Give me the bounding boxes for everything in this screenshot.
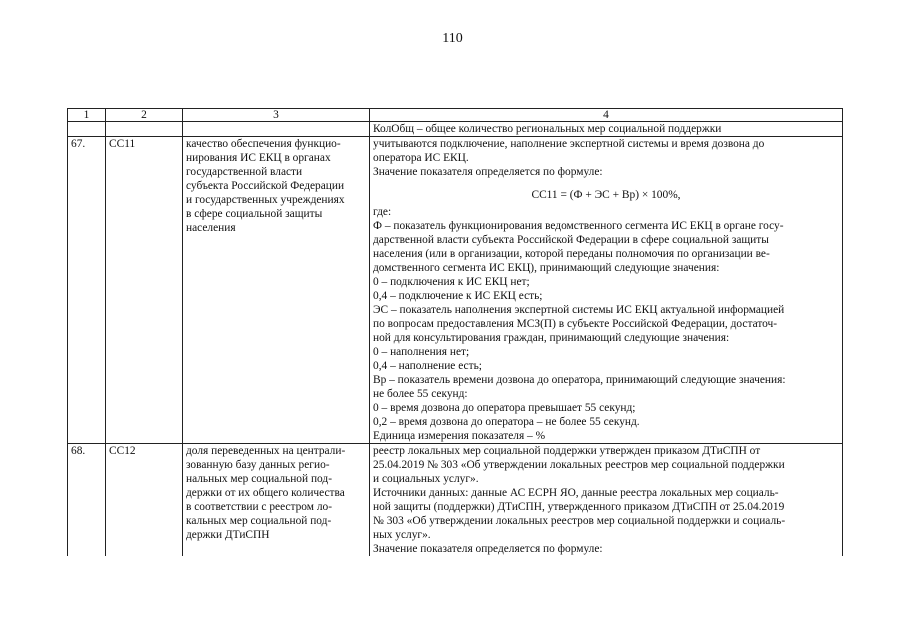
header-cell-1: 1	[68, 109, 106, 122]
description-line: государственной власти	[186, 166, 303, 178]
page-number: 110	[442, 31, 463, 46]
continuation-row	[68, 122, 843, 137]
method-line: населения (или в организации, которой переданы полномочия по организации ве-	[373, 248, 770, 260]
row-number: 67.	[68, 137, 106, 444]
indicator-description	[183, 444, 370, 557]
method-line: оператора ИС ЕКЦ.	[373, 152, 469, 164]
description-line: доля переведенных на централи-	[186, 445, 346, 457]
calculation-method	[370, 137, 843, 444]
formula: СС11 = (Ф + ЭС + Вр) × 100%,	[531, 189, 681, 201]
method-line: учитываются подключение, наполнение экспертной системы и время дозвона до	[373, 138, 765, 150]
description-line: нальных мер социальной под-	[186, 473, 332, 485]
description-line: зованную базу данных регио-	[186, 459, 330, 471]
description-line: в сфере социальной защиты	[186, 208, 323, 220]
method-line: 0,4 – наполнение есть;	[373, 360, 482, 372]
method-line: 0 – подключения к ИС ЕКЦ нет;	[373, 276, 530, 288]
description-line: и государственных учреждениях	[186, 194, 345, 206]
table-header-row	[68, 109, 843, 122]
method-line: Вр – показатель времени дозвона до оператора, принимающий следующие значения:	[373, 374, 786, 386]
indicator-code: СС11	[106, 137, 183, 444]
method-line: 0,2 – время дозвона до оператора – не более 55 секунд.	[373, 416, 640, 428]
method-line: ЭС – показатель наполнения экспертной системы ИС ЕКЦ актуальной информацией	[373, 304, 785, 316]
method-line: домственного сегмента ИС ЕКЦ), принимающий следующие значения:	[373, 262, 720, 274]
table-row	[68, 444, 843, 557]
indicator-table	[67, 108, 843, 556]
indicator-code: СС12	[106, 444, 183, 557]
header-cell-2: 2	[106, 109, 183, 122]
description-line: качество обеспечения функцио-	[186, 138, 341, 150]
method-line: не более 55 секунд:	[373, 388, 468, 400]
description-line: держки ДТиСПН	[186, 529, 270, 541]
method-line: Ф – показатель функционирования ведомственного сегмента ИС ЕКЦ в органе госу-	[373, 220, 784, 232]
description-line: в соответствии с реестром ло-	[186, 501, 333, 513]
method-line: 0,4 – подключение к ИС ЕКЦ есть;	[373, 290, 543, 302]
calculation-method	[370, 444, 843, 557]
method-line: по вопросам предоставления МСЗ(П) в субъекте Российской Федерации, достаточ-	[373, 318, 778, 330]
description-line: субъекта Российской Федерации	[186, 180, 345, 192]
method-line: 25.04.2019 № 303 «Об утверждении локальных реестров мер социальной поддержки	[373, 459, 785, 471]
method-line: реестр локальных мер социальной поддержки утвержден приказом ДТиСПН от	[373, 445, 761, 457]
method-line: Значение показателя определяется по формуле:	[373, 166, 603, 178]
method-line: Значение показателя определяется по формуле:	[373, 543, 603, 555]
method-line: Источники данных: данные АС ЕСРН ЯО, данные реестра локальных мер социаль-	[373, 487, 779, 499]
method-line: ной для консультирования граждан, принимающий следующие значения:	[373, 332, 730, 344]
method-line: ных услуг».	[373, 529, 431, 541]
row-number: 68.	[68, 444, 106, 557]
indicator-description	[183, 137, 370, 444]
description-line: держки от их общего количества	[186, 487, 345, 499]
table-row	[68, 137, 843, 444]
method-line: ной защиты (поддержки) ДТиСПН, утвержденного приказом ДТиСПН от 25.04.2019	[373, 501, 785, 513]
method-line: и социальных услуг».	[373, 473, 479, 485]
description-line: населения	[186, 222, 236, 234]
header-cell-3: 3	[183, 109, 370, 122]
method-line: 0 – наполнения нет;	[373, 346, 470, 358]
header-cell-4: 4	[370, 109, 843, 122]
description-line: кальных мер социальной под-	[186, 515, 332, 527]
method-line: где:	[373, 206, 392, 218]
description-line: нирования ИС ЕКЦ в органах	[186, 152, 331, 164]
method-line: 0 – время дозвона до оператора превышает 55 секунд;	[373, 402, 636, 414]
method-line: Единица измерения показателя – %	[373, 430, 546, 442]
method-line: дарственной власти субъекта Российской Федерации в сфере социальной защиты	[373, 234, 769, 246]
method-line: № 303 «Об утверждении локальных реестров мер социальной поддержки и социаль-	[373, 515, 786, 527]
continuation-text: КолОбщ – общее количество региональных мер социальной поддержки	[370, 122, 843, 137]
